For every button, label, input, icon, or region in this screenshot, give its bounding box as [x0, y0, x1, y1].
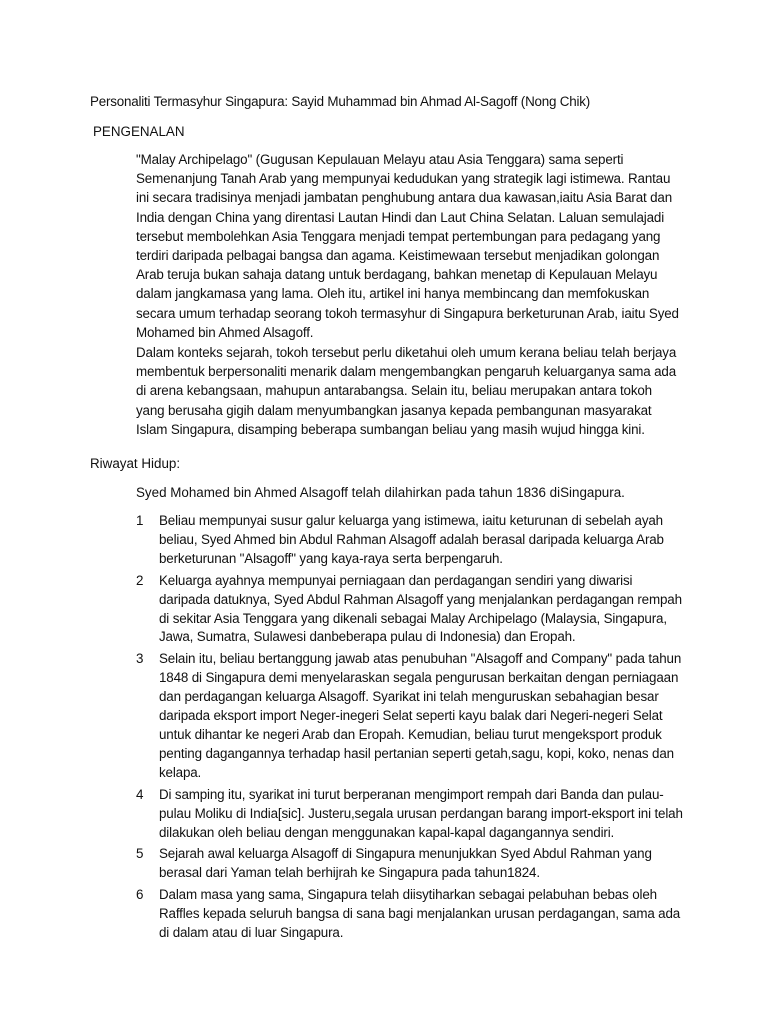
list-item-number: 5	[136, 846, 144, 862]
bio-list	[0, 512, 768, 943]
intro-heading: PENGENALAN	[93, 124, 185, 139]
list-item-text: Dalam masa yang sama, Singapura telah diisytiharkan sebagai pelabuhan bebas oleh Raffles kepada seluruh bangsa di sana bagi menjalankan urusan perdagangan, sama ada di dalam atau di luar Singapura.	[159, 887, 681, 941]
list-item-number: 4	[136, 786, 144, 802]
list-item	[0, 886, 768, 943]
list-item-number: 3	[136, 651, 144, 667]
list-item-number: 2	[136, 572, 144, 588]
list-item	[0, 572, 768, 648]
intro-paragraph-1: "Malay Archipelago" (Gugusan Kepulauan Melayu atau Asia Tenggara) sama seperti Semenanjung Tanah Arab yang mempunyai kedudukan yang strategik lagi istimewa. Rantau ini secara tradisinya menjadi jambatan penghubung antara dua kawasan,iaitu Asia Barat dan India dengan China yang direntasi Lautan Hindi dan Laut China Selatan. Laluan semulajadi tersebut membolehkan Asia Tenggara menjadi tempat pertembungan para pedagang yang terdiri daripada pelbagai bangsa dan agama. Keistimewaan tersebut menjadikan golongan Arab teruja bukan sahaja datang untuk berdagang, bahkan menetap di Kepulauan Melayu dalam jangkamasa yang lama. Oleh itu, artikel ini hanya membincang dan memfokuskan secara umum terhadap seorang tokoh termasyhur di Singapura berketurunan Arab, iaitu Syed Mohamed bin Ahmed Alsagoff.	[136, 152, 679, 340]
list-item-text: Keluarga ayahnya mempunyai perniagaan dan perdagangan sendiri yang diwarisi daripada datuknya, Syed Abdul Rahman Alsagoff yang menjalankan perdagangan rempah di sekitar Asia Tenggara yang dikenali sebagai Malay Archipelago (Malaysia, Singapura, Jawa, Sumatra, Sulawesi danbeberapa pulau di Indonesia) dan Eropah.	[159, 572, 682, 645]
intro-paragraph-2: Dalam konteks sejarah, tokoh tersebut perlu diketahui oleh umum kerana beliau telah berjaya membentuk berpersonaliti menarik dalam mengembangkan pengaruh keluarganya sama ada di arena kebangsaan, mahupun antarabangsa. Selain itu, beliau merupakan antara tokoh yang berusaha gigih dalam menyumbangkan jasanya kepada pembangunan masyarakat Islam Singapura, disamping beberapa sumbangan beliau yang masih wujud hingga kini.	[136, 345, 677, 437]
list-item	[0, 845, 768, 883]
list-item-text: Selain itu, beliau bertanggung jawab atas penubuhan "Alsagoff and Company" pada tahun 1848 di Singapura demi menyelaraskan segala pengurusan berkaitan dengan perniagaan dan perdagangan keluarga Alsagoff. Syarikat ini telah menguruskan sebahagian besar daripada eksport import Neger-inegeri Selat seperti kayu balak dari Negeri-negeri Selat untuk dihantar ke negeri Arab dan Eropah. Kemudian, beliau turut mengeksport produk penting dagangannya terhadap hasil pertanian seperti getah,sagu, kopi, koko, nenas dan kelapa.	[159, 651, 682, 780]
list-item	[0, 786, 768, 843]
document-title: Personaliti Termasyhur Singapura: Sayid Muhammad bin Ahmad Al-Sagoff (Nong Chik)	[90, 94, 591, 109]
list-item-text: Di samping itu, syarikat ini turut berperanan mengimport rempah dari Banda dan pulau-pulau Moliku di India[sic]. Justeru,segala urusan perdangan barang import-eksport ini telah dilakukan oleh beliau dengan menggunakan kapal-kapal dagangannya sendiri.	[159, 786, 683, 840]
list-item-number: 1	[136, 513, 144, 528]
list-item-text: Sejarah awal keluarga Alsagoff di Singapura menunjukkan Syed Abdul Rahman yang berasal dari Yaman telah berhijrah ke Singapura pada tahun1824.	[159, 846, 652, 881]
list-item-number: 6	[136, 887, 144, 903]
list-item	[0, 512, 768, 569]
list-item-text: Beliau mempunyai susur galur keluarga yang istimewa, iaitu keturunan di sebelah ayah beliau, Syed Ahmed bin Abdul Rahman Alsagoff adalah berasal daripada keluarga Arab berketurunan "Alsagoff" yang kaya-raya serta berpengaruh.	[159, 513, 664, 566]
birth-line: Syed Mohamed bin Ahmed Alsagoff telah dilahirkan pada tahun 1836 diSingapura.	[136, 485, 625, 500]
list-item	[0, 650, 768, 782]
bio-heading: Riwayat Hidup:	[90, 456, 181, 471]
